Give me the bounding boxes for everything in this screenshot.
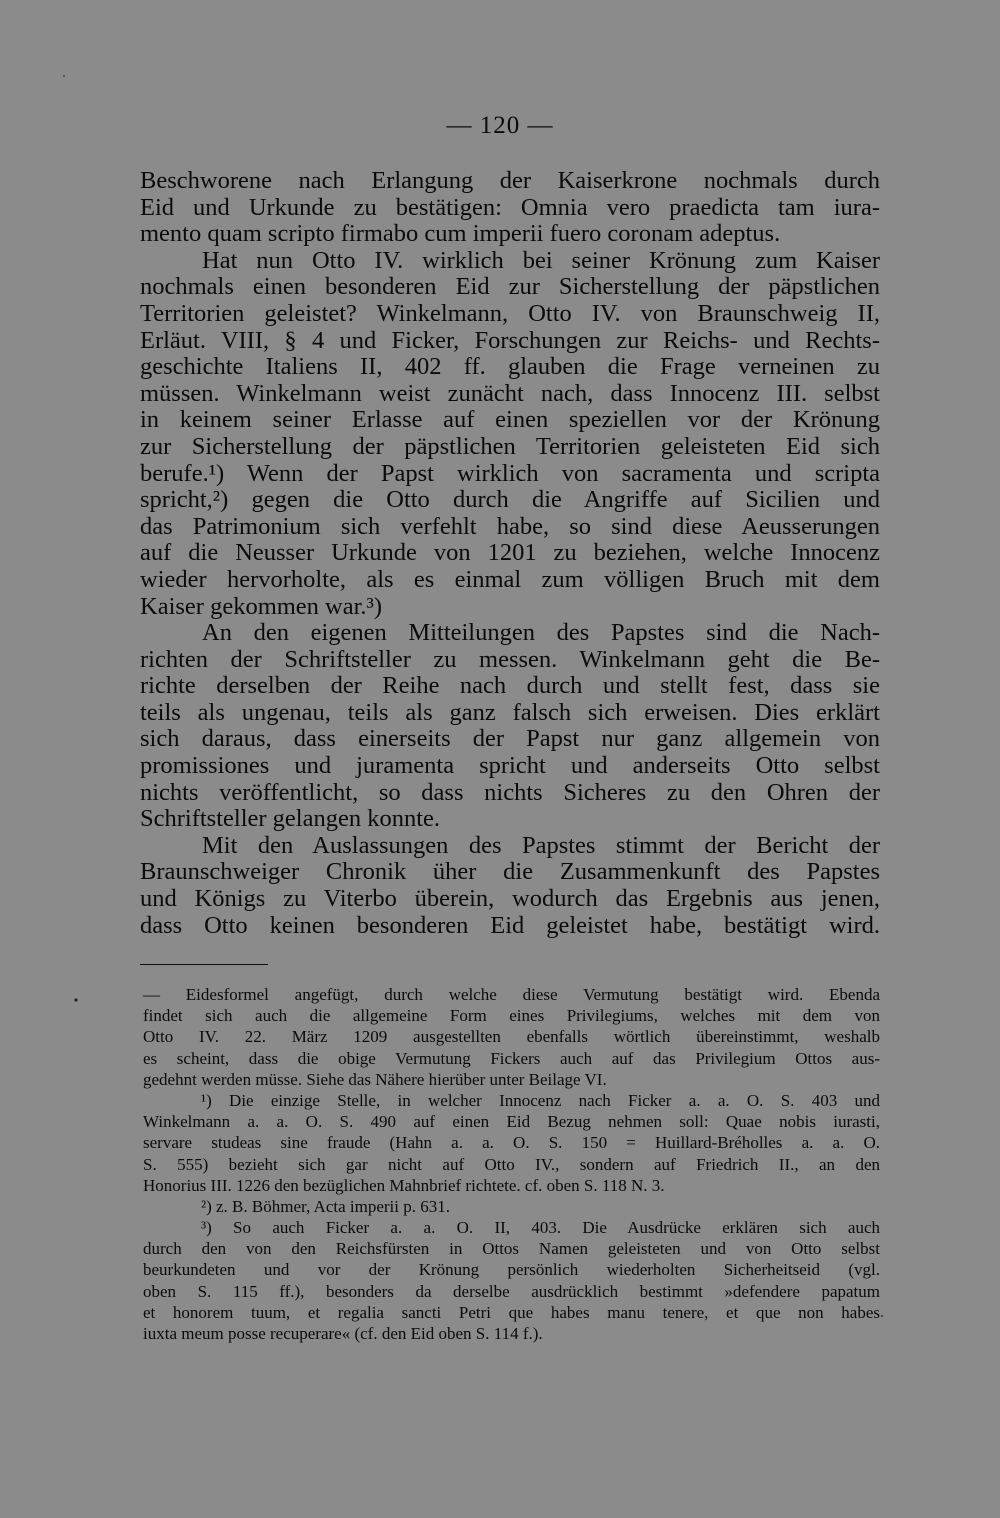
text-line: nochmals einen besonderen Eid zur Sicherstellung der päpstlichen xyxy=(140,273,880,301)
footnote-line: Winkelmann a. a. O. S. 490 auf einen Eid Bezug nehmen soll: Quae nobis iurasti, xyxy=(143,1112,880,1132)
text-line: Eid und Urkunde zu bestätigen: Omnia vero praedicta tam iura- xyxy=(140,193,880,221)
footnote-line: ²) z. B. Böhmer, Acta imperii p. 631. xyxy=(201,1196,450,1216)
footnote-line: et honorem tuum, et regalia sancti Petri que habes manu tenere, et que non habes xyxy=(143,1302,880,1322)
text-line: nichts veröffentlicht, so dass nichts Sicheres zu den Ohren der xyxy=(140,778,880,806)
text-line: zur Sicherstellung der päpstlichen Territorien geleisteten Eid sich xyxy=(140,432,880,460)
footnote-line: Honorius III. 1226 den bezüglichen Mahnbrief richtete. cf. oben S. 118 N. 3. xyxy=(143,1175,665,1195)
footnote-line: beurkundeten und vor der Krönung persönlich wiederholten Sicherheitseid (vgl. xyxy=(143,1260,880,1280)
footnote-line: es scheint, dass die obige Vermutung Fickers auch auf das Privilegium Ottos aus- xyxy=(143,1048,880,1068)
text-line: sich daraus, dass einerseits der Papst nur ganz allgemein von xyxy=(140,725,880,753)
text-line: und Königs zu Viterbo überein, wodurch das Ergebnis aus jenen, xyxy=(140,885,880,913)
footnote-line: gedehnt werden müsse. Siehe das Nähere hierüber unter Beilage VI. xyxy=(143,1069,607,1089)
text-line: Territorien geleistet? Winkelmann, Otto IV. von Braunschweig II, xyxy=(140,299,880,327)
text-line: in keinem seiner Erlasse auf einen speziellen vor der Krönung xyxy=(140,406,880,434)
text-line: Kaiser gekommen war.³) xyxy=(140,592,383,620)
footnote-separator xyxy=(140,964,268,965)
text-line: Braunschweiger Chronik üher die Zusammenkunft des Papstes xyxy=(140,858,880,886)
text-line: richten der Schriftsteller zu messen. Winkelmann geht die Be- xyxy=(140,645,880,673)
text-line: Beschworene nach Erlangung der Kaiserkrone nochmals durch xyxy=(140,167,880,194)
text-line: auf die Neusser Urkunde von 1201 zu beziehen, welche Innocenz xyxy=(140,539,880,567)
text-line: dass Otto keinen besonderen Eid geleistet habe, bestätigt wird. xyxy=(140,911,880,939)
text-line: Erläut. VIII, § 4 und Ficker, Forschungen zur Reichs- und Rechts- xyxy=(140,326,880,354)
footnote-line: iuxta meum posse recuperare« (cf. den Eid oben S. 114 f.). xyxy=(143,1324,543,1343)
footnote-line: ³) So auch Ficker a. a. O. II, 403. Die Ausdrücke erklären sich auch xyxy=(201,1218,880,1238)
text-line: promissiones und juramenta spricht und anderseits Otto selbst xyxy=(140,752,880,780)
footnote-line: — Eidesformel angefügt, durch welche diese Vermutung bestätigt wird. Ebenda xyxy=(143,985,880,1004)
footnote-line: S. 555) bezieht sich gar nicht auf Otto IV., sondern auf Friedrich II., an den xyxy=(143,1154,880,1174)
footnote-line: ¹) Die einzige Stelle, in welcher Innocenz nach Ficker a. a. O. S. 403 und xyxy=(201,1090,880,1110)
text-line: mento quam scripto firmabo cum imperii fuero coronam adeptus. xyxy=(140,220,781,248)
main-text-block xyxy=(140,168,880,939)
footnote-line: durch den von den Reichsfürsten in Ottos Namen geleisteten und von Otto selbst xyxy=(143,1239,880,1259)
footnote-line: servare studeas sine fraude (Hahn a. a. O. S. 150 = Huillard-Bréholles a. a. O. xyxy=(143,1133,880,1153)
text-line: berufe.¹) Wenn der Papst wirklich von sacramenta und scripta xyxy=(140,459,880,487)
text-line: teils als ungenau, teils als ganz falsch sich erweisen. Dies erklärt xyxy=(140,698,880,726)
text-line: spricht,²) gegen die Otto durch die Angriffe auf Sicilien und xyxy=(140,486,880,514)
text-line: das Patrimonium sich verfehlt habe, so sind diese Aeusserungen xyxy=(140,512,880,540)
text-line: wieder hervorholte, als es einmal zum völligen Bruch mit dem xyxy=(140,565,880,593)
text-line: richte derselben der Reihe nach durch und stellt fest, dass sie xyxy=(140,672,880,700)
footnote-line: findet sich auch die allgemeine Form eines Privilegiums, welches mit dem von xyxy=(143,1006,880,1026)
text-line: An den eigenen Mitteilungen des Papstes sind die Nach- xyxy=(202,619,880,647)
text-line: geschichte Italiens II, 402 ff. glauben die Frage verneinen zu xyxy=(140,353,880,381)
text-line: Schriftsteller gelangen konnte. xyxy=(140,805,441,833)
footnote-line: Otto IV. 22. März 1209 ausgestellten ebenfalls wörtlich übereinstimmt, weshalb xyxy=(143,1027,880,1047)
footnote-line: oben S. 115 ff.), besonders da derselbe ausdrücklich bestimmt »defendere papatum xyxy=(143,1281,880,1301)
text-line: Mit den Auslassungen des Papstes stimmt der Bericht der xyxy=(202,831,880,859)
text-line: müssen. Winkelmann weist zunächt nach, dass Innocenz III. selbst xyxy=(140,379,880,407)
footnotes-block xyxy=(143,984,880,1344)
page-number: — 120 — xyxy=(446,112,554,139)
text-line: Hat nun Otto IV. wirklich bei seiner Krönung zum Kaiser xyxy=(202,246,880,274)
